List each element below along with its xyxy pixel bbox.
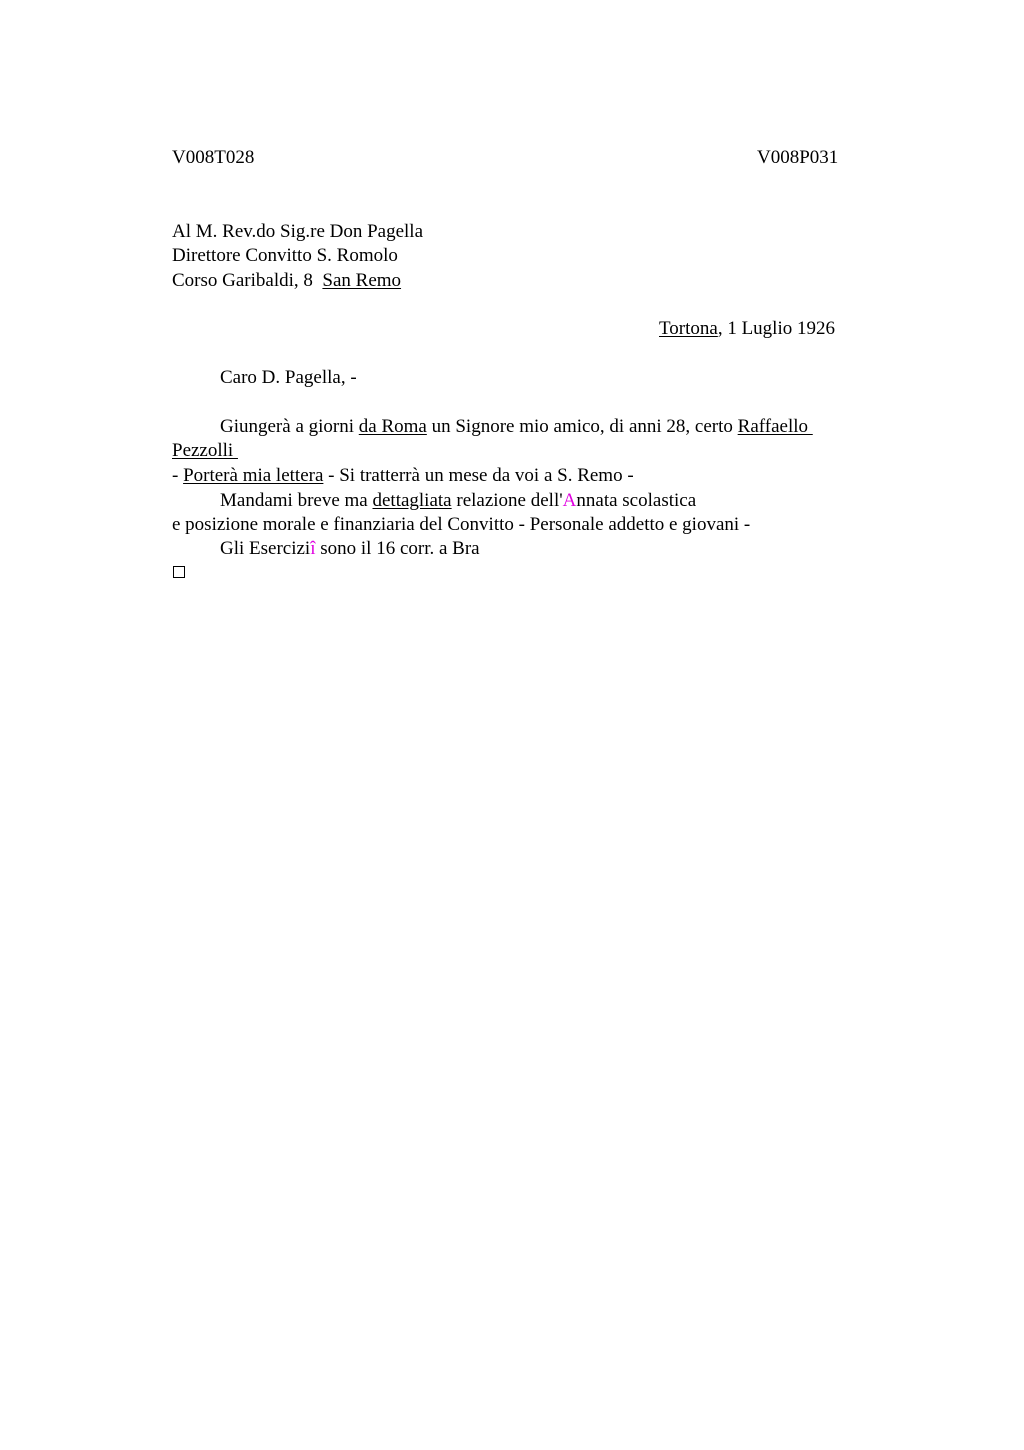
body-line — [220, 537, 480, 561]
body-text: Giungerà a giorni — [220, 416, 359, 437]
body-text: - — [172, 465, 184, 486]
body-line — [220, 489, 696, 513]
body-text-underlined: Raffaello — [737, 416, 813, 437]
document-reference-left: V008T028 — [172, 147, 255, 168]
body-line — [172, 464, 634, 488]
body-text: - Si tratterrà un mese da voi a S. Remo - — [323, 465, 634, 486]
body-text: Mandami breve ma — [220, 490, 373, 511]
editorial-mark: A — [562, 490, 577, 511]
body-text: relazione dell' — [451, 490, 563, 511]
body-line — [220, 415, 813, 439]
dateline-date: , 1 Luglio 1926 — [717, 318, 835, 339]
body-text: Gli Esercizi — [220, 538, 311, 559]
address-line-title: Direttore Convitto S. Romolo — [172, 245, 398, 266]
dateline — [659, 317, 835, 341]
body-text-underlined: Pezzolli — [172, 440, 238, 461]
address-line-recipient: Al M. Rev.do Sig.re Don Pagella — [172, 221, 424, 242]
body-line — [172, 439, 238, 463]
address-line-street — [172, 269, 401, 293]
salutation: Caro D. Pagella, - — [220, 367, 357, 388]
body-line: e posizione morale e finanziaria del Convitto - Personale addetto e giovani - — [172, 514, 751, 535]
dateline-place: Tortona — [659, 318, 718, 339]
end-marker-box-icon — [173, 566, 185, 578]
body-text-underlined: Porterà mia lettera — [183, 465, 324, 486]
body-text: nnata scolastica — [576, 490, 697, 511]
document-reference-right: V008P031 — [757, 147, 839, 168]
body-text: sono il 16 corr. a Bra — [315, 538, 480, 559]
body-text-underlined: da Roma — [358, 416, 427, 437]
street-text: Corso Garibaldi, 8 — [172, 270, 323, 291]
body-text: un Signore mio amico, di anni 28, certo — [426, 416, 738, 437]
editorial-mark: î — [310, 538, 316, 559]
body-text-underlined: dettagliata — [372, 490, 452, 511]
city-text: San Remo — [322, 270, 402, 291]
